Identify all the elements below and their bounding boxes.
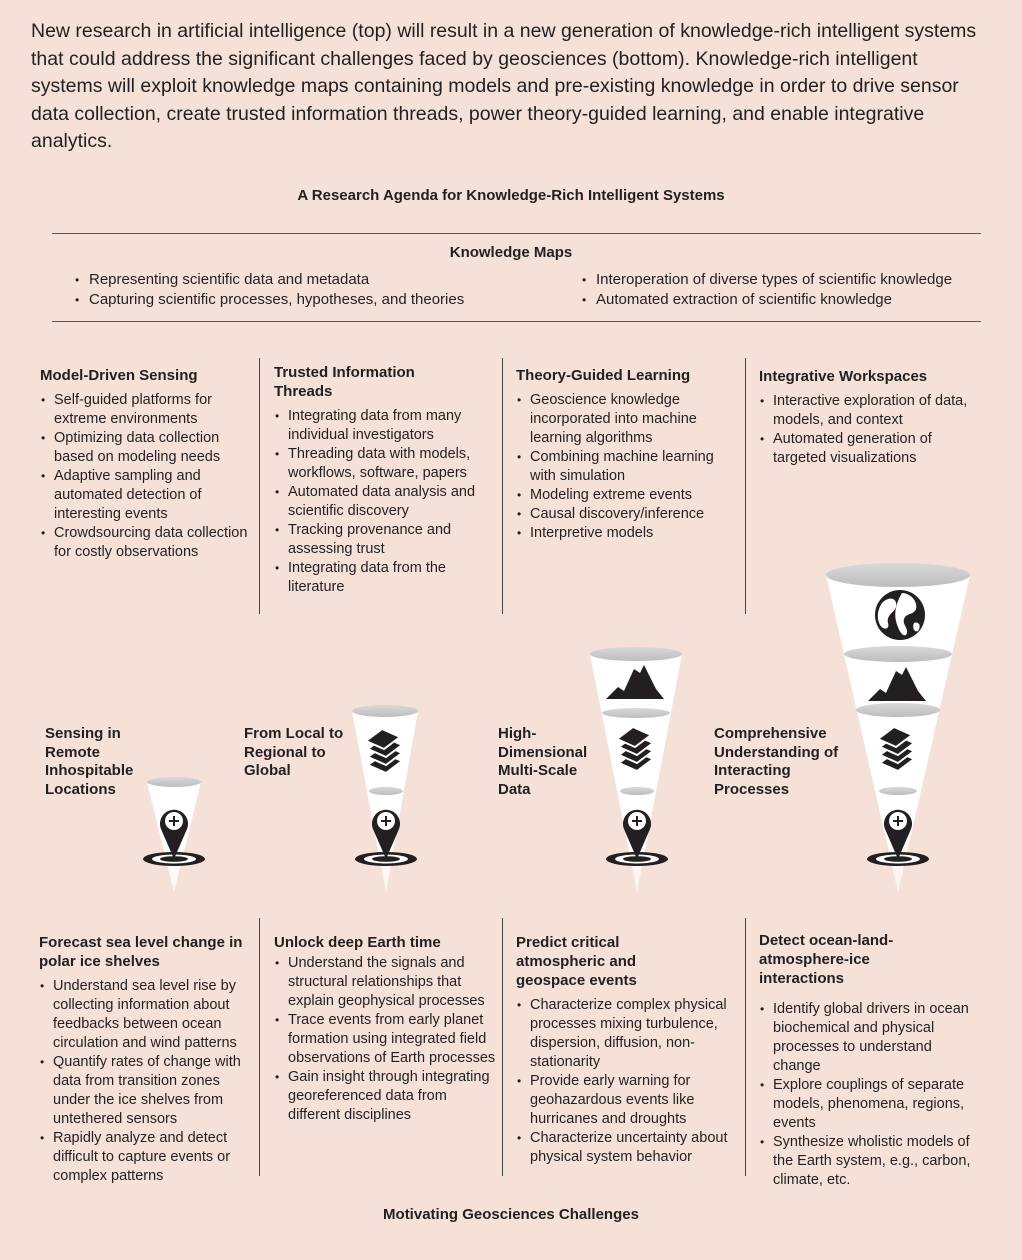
- column-divider: [259, 918, 260, 1176]
- list-item: • Self-guided platforms for extreme environments: [40, 391, 255, 429]
- column-divider: [745, 918, 746, 1176]
- stage-label-understanding: Comprehensive Understanding of Interacting Processes: [714, 725, 839, 798]
- list-item: • Synthesize wholistic models of the Earth system, e.g., carbon, climate, etc.: [759, 1133, 974, 1190]
- list-item: • Integrating data from many individual investigators: [274, 407, 486, 445]
- list-item: • Causal discovery/inference: [516, 505, 731, 524]
- list-item: • Automated data analysis and scientific discovery: [274, 483, 486, 521]
- list-item: • Understand the signals and structural relationships that explain geophysical processes: [274, 954, 496, 1011]
- challenge-sea-level: [39, 933, 255, 1186]
- list-item: • Quantify rates of change with data from transition zones under the ice shelves from untethered sensors: [39, 1053, 255, 1129]
- list-item: • Tracking provenance and assessing trust: [274, 521, 486, 559]
- stage-label-data: High-Dimensional Multi-Scale Data: [498, 725, 588, 798]
- challenge-deep-earth-time: [274, 933, 496, 1125]
- challenge-ocean-land-interactions: [759, 931, 974, 1190]
- list-item: • Crowdsourcing data collection for costly observations: [40, 524, 255, 562]
- challenge-atmospheric-events: [516, 933, 742, 1167]
- list-item: • Characterize uncertainty about physical system behavior: [516, 1129, 742, 1167]
- list-item: • Characterize complex physical processes mixing turbulence, dispersion, diffusion, non-stationarity: [516, 996, 742, 1072]
- column-title: Trusted Information Threads: [274, 364, 415, 400]
- list-item: • Representing scientific data and metadata: [75, 270, 464, 290]
- list-item: • Rapidly analyze and detect difficult to capture events or complex patterns: [39, 1129, 255, 1186]
- list-item: • Modeling extreme events: [516, 486, 731, 505]
- column-title: Forecast sea level change in polar ice shelves: [39, 934, 243, 970]
- list-item: • Trace events from early planet formation using integrated field observations of Earth processes: [274, 1011, 496, 1068]
- column-title: Unlock deep Earth time: [274, 934, 441, 951]
- cone-sensing: [143, 777, 205, 892]
- list-item: • Explore couplings of separate models, phenomena, regions, events: [759, 1076, 974, 1133]
- list-item: • Capturing scientific processes, hypotheses, and theories: [75, 290, 464, 310]
- stage-label-sensing: Sensing in Remote Inhospitable Locations: [45, 725, 134, 798]
- column-title: Theory-Guided Learning: [516, 367, 691, 384]
- location-pin-plus-icon: [355, 810, 417, 866]
- intro-paragraph: New research in artificial intelligence (top) will result in a new generation of knowledge-rich intelligent systems that could address the significant challenges faced by geosciences (bottom). Knowledge-rich intelligent systems will exploit knowledge maps containing models and pre-existing knowledge in order to drive sensor data collection, create trusted information threads, power theory-guided learning, and enable integrative analytics.: [31, 20, 977, 152]
- list-item: • Combining machine learning with simulation: [516, 448, 731, 486]
- globe-icon: [875, 590, 925, 640]
- location-pin-plus-icon: [143, 810, 205, 866]
- list-item: • Automated extraction of scientific knowledge: [582, 290, 952, 310]
- list-item: • Automated generation of targeted visualizations: [759, 430, 974, 468]
- list-item: • Geoscience knowledge incorporated into machine learning algorithms: [516, 391, 731, 448]
- column-divider: [502, 918, 503, 1176]
- column-title: Model-Driven Sensing: [40, 367, 198, 384]
- list-item: • Adaptive sampling and automated detection of interesting events: [40, 467, 255, 524]
- list-item: • Optimizing data collection based on modeling needs: [40, 429, 255, 467]
- list-item: • Interoperation of diverse types of scientific knowledge: [582, 270, 952, 290]
- list-item: • Interpretive models: [516, 524, 731, 543]
- location-pin-plus-icon: [606, 810, 668, 866]
- list-item: • Identify global drivers in ocean biochemical and physical processes to understand change: [759, 1000, 974, 1076]
- location-pin-plus-icon: [867, 810, 929, 866]
- footer-title: Motivating Geosciences Challenges: [383, 1206, 639, 1223]
- column-title: Integrative Workspaces: [759, 368, 928, 385]
- column-title: Predict critical atmospheric and geospace events: [516, 934, 637, 989]
- list-item: • Provide early warning for geohazardous events like hurricanes and droughts: [516, 1072, 742, 1129]
- agenda-title: A Research Agenda for Knowledge-Rich Intelligent Systems: [297, 187, 725, 204]
- knowledge-maps-title: Knowledge Maps: [449, 244, 573, 261]
- list-item: • Understand sea level rise by collecting information about feedbacks between ocean circulation and wind patterns: [39, 977, 255, 1053]
- cone-data: [590, 647, 682, 892]
- list-item: • Integrating data from the literature: [274, 559, 486, 597]
- list-item: • Threading data with models, workflows, software, papers: [274, 445, 486, 483]
- list-item: • Interactive exploration of data, models, and context: [759, 392, 974, 430]
- cone-understanding: [826, 563, 970, 892]
- stage-label-scale: From Local to Regional to Global: [244, 725, 344, 779]
- list-item: • Gain insight through integrating georeferenced data from different disciplines: [274, 1068, 496, 1125]
- cone-scale: [352, 705, 418, 892]
- column-title: Detect ocean-land-atmosphere-ice interactions: [759, 932, 894, 987]
